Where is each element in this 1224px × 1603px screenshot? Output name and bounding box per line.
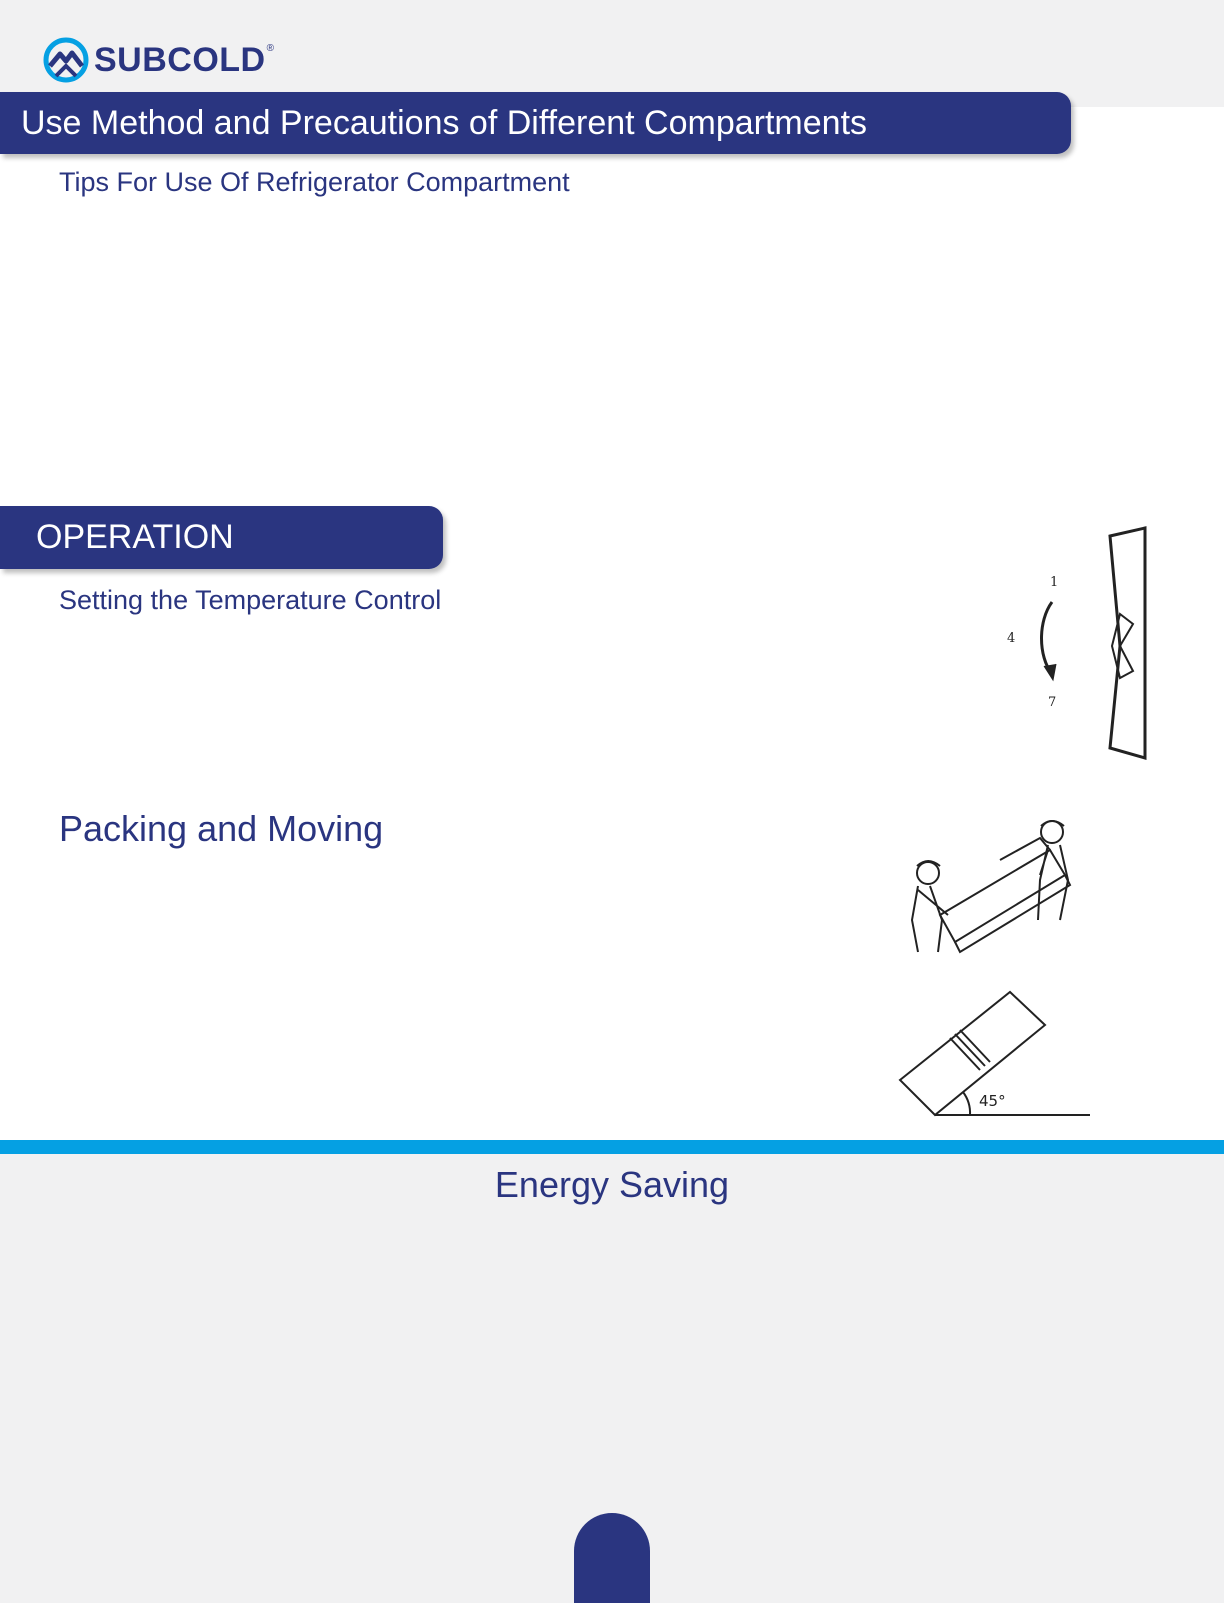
angle-arc (963, 1092, 970, 1115)
rotation-arrow-icon (1042, 602, 1053, 674)
registered-mark: ® (266, 42, 274, 54)
dial-label-1: 1 (1050, 575, 1059, 590)
dial-label-7: 7 (1048, 695, 1057, 710)
temperature-dial-illustration (1000, 526, 1160, 766)
fridge-body (940, 850, 1065, 942)
movers-carrying-fridge-illustration (900, 820, 1090, 975)
tilt-angle-label: 45° (979, 1092, 1006, 1110)
banner-title: Use Method and Precautions of Different Compartments (21, 103, 868, 142)
energy-saving-title: Energy Saving (494, 1164, 730, 1205)
brand-name: SUBCOLD (94, 40, 266, 79)
mountain-logo-icon (42, 36, 90, 84)
section-banner-operation (0, 506, 443, 569)
brand-logo (42, 36, 274, 84)
page-number-tab (574, 1513, 650, 1603)
dial-housing (1110, 528, 1145, 758)
dial-knob (1112, 614, 1133, 678)
tips-subtitle: Tips For Use Of Refrigerator Compartment (59, 167, 570, 197)
mover-left-body (912, 886, 948, 952)
mover-left-head (917, 862, 939, 884)
fridge-tilt-angle-illustration (895, 990, 1100, 1130)
packing-title: Packing and Moving (59, 808, 384, 849)
banner-title: OPERATION (36, 518, 234, 556)
dial-label-4: 4 (1007, 631, 1016, 646)
section-divider (0, 1140, 1224, 1154)
temperature-subtitle: Setting the Temperature Control (59, 585, 442, 615)
section-banner-compartments (0, 92, 1071, 154)
